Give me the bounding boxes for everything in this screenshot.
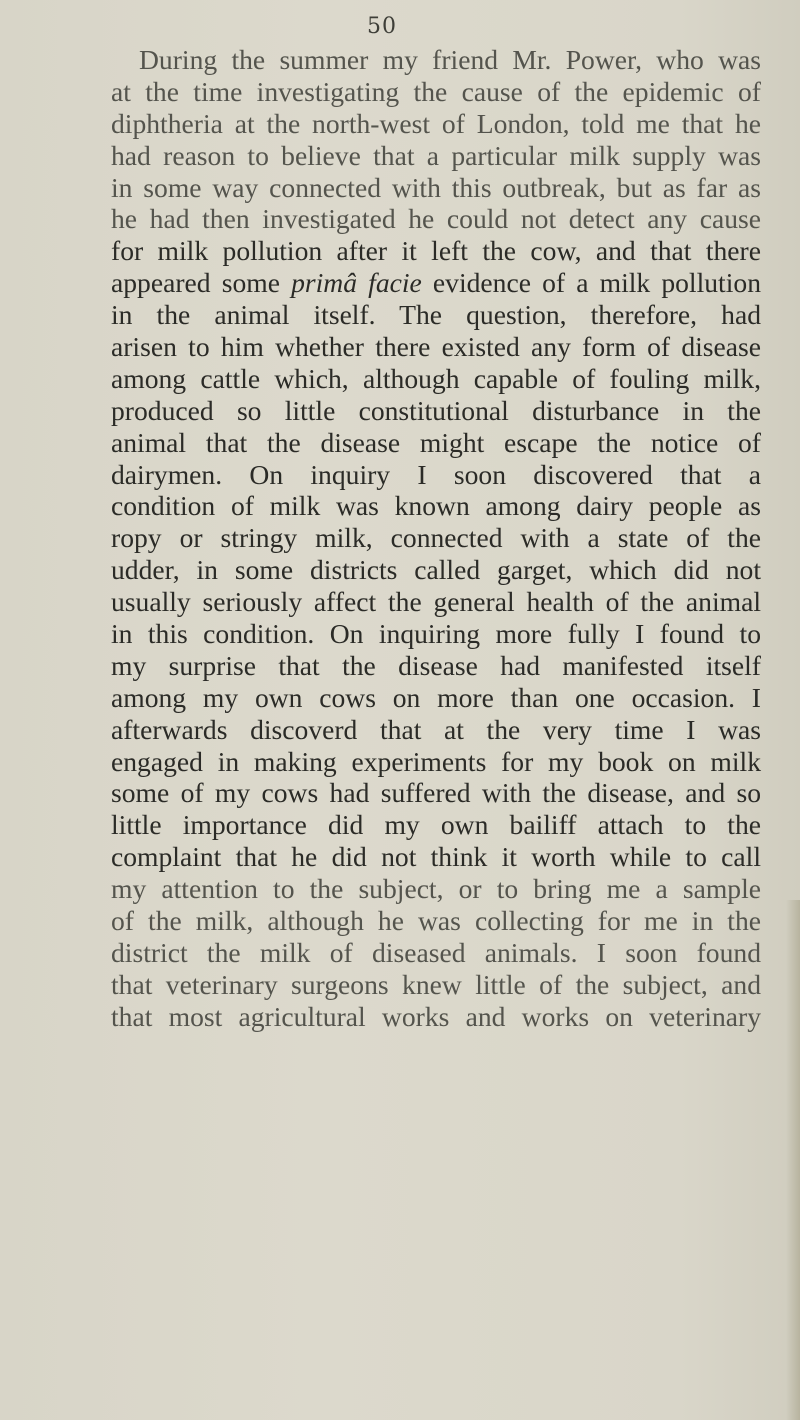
italic-phrase: primâ facie (291, 267, 422, 299)
text-line: some of my cows had suffered with the disease, and so (111, 777, 761, 809)
text-line: engaged in making experiments for my book on milk (111, 745, 761, 777)
page-number: 50 (367, 14, 397, 39)
text-line: among cattle which, although capable of fouling milk, (111, 362, 761, 394)
text-line: ropy or stringy milk, connected with a state of the (111, 522, 761, 554)
text-line: diphtheria at the north-west of London, told me that he (111, 107, 761, 139)
text-line: district the milk of diseased animals. I soon found (111, 936, 761, 968)
text-line: my attention to the subject, or to bring me a sample (111, 873, 761, 905)
text-line: in this condition. On inquiring more fully I found to (111, 618, 761, 650)
text-line: dairymen. On inquiry I soon discovered that a (111, 458, 761, 490)
text-line: arisen to him whether there existed any form of disease (111, 331, 761, 363)
text-line: usually seriously affect the general health of the animal (111, 586, 761, 618)
text-segment: evidence of a milk pollution (421, 267, 761, 299)
text-line: my surprise that the disease had manifested itself (111, 649, 761, 681)
body-text (111, 44, 761, 1033)
text-line: animal that the disease might escape the notice of (111, 426, 761, 458)
text-line: afterwards discoverd that at the very time I was (111, 713, 761, 745)
text-line: in the animal itself. The question, therefore, had (111, 299, 761, 331)
text-line: at the time investigating the cause of the epidemic of (111, 75, 761, 107)
text-line: little importance did my own bailiff attach to the (111, 809, 761, 841)
text-line: udder, in some districts called garget, which did not (111, 554, 761, 586)
text-segment: appeared some (111, 267, 292, 299)
text-line: condition of milk was known among dairy people as (111, 490, 761, 522)
page-edge-shadow (786, 900, 800, 1420)
text-line: for milk pollution after it left the cow, and that there (111, 235, 761, 267)
text-line: had reason to believe that a particular milk supply was (111, 139, 761, 171)
text-line: that veterinary surgeons knew little of the subject, and (111, 968, 761, 1000)
text-line: complaint that he did not think it worth while to call (111, 841, 761, 873)
text-line: produced so little constitutional disturbance in the (111, 394, 761, 426)
text-line: that most agricultural works and works on veterinary (111, 1000, 761, 1032)
text-line: he had then investigated he could not detect any cause (111, 203, 761, 235)
text-line: of the milk, although he was collecting for me in the (111, 905, 761, 937)
text-line-italic-phrase (111, 267, 761, 299)
text-line: in some way connected with this outbreak, but as far as (111, 171, 761, 203)
text-line: among my own cows on more than one occasion. I (111, 681, 761, 713)
text-line: During the summer my friend Mr. Power, who was (139, 44, 761, 75)
